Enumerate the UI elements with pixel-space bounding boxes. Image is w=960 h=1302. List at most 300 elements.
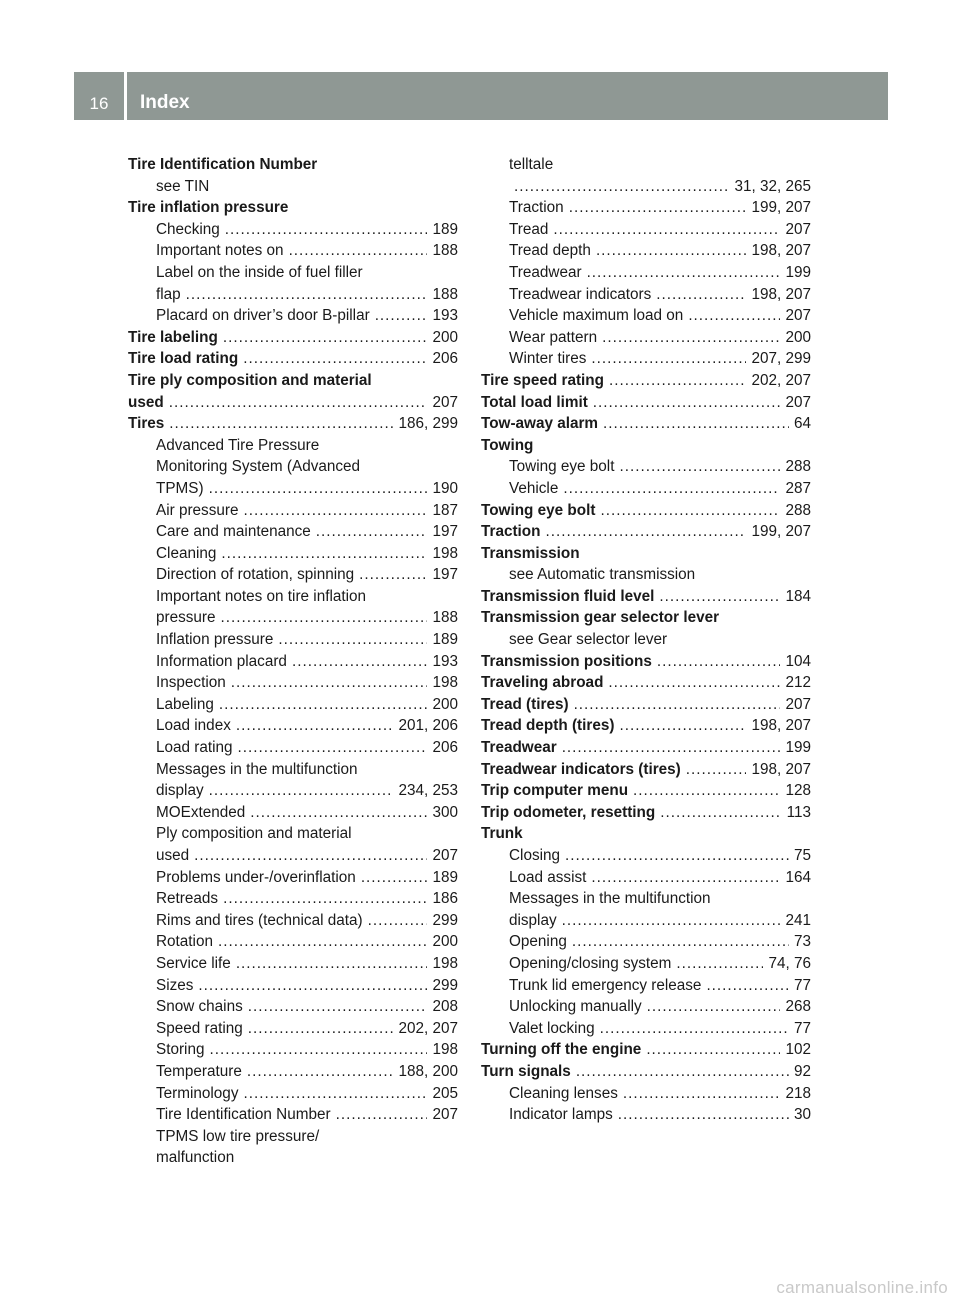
page-reference: 188 <box>432 285 458 303</box>
dot-leader <box>243 1083 427 1105</box>
dot-leader <box>576 1061 789 1083</box>
index-subentry <box>128 456 458 478</box>
page-reference: 200 <box>785 328 811 346</box>
page-reference: 113 <box>786 803 811 821</box>
entry-term: see TIN <box>156 177 210 195</box>
index-entry <box>481 651 811 673</box>
index-subentry <box>128 176 458 198</box>
watermark: carmanualsonline.info <box>776 1278 948 1297</box>
entry-term: Turn signals <box>481 1062 571 1080</box>
page-reference: 206 <box>432 739 458 757</box>
dot-leader <box>609 370 746 392</box>
entry-term: Advanced Tire Pressure <box>156 436 320 454</box>
entry-term: Cleaning lenses <box>509 1084 618 1102</box>
index-column-left <box>128 154 458 1169</box>
entry-term: Towing eye bolt <box>481 501 596 519</box>
entry-term: Opening/closing system <box>509 954 672 972</box>
index-subentry <box>481 931 811 953</box>
index-entry <box>481 737 811 759</box>
dot-leader <box>596 240 747 262</box>
index-subentry <box>128 737 458 759</box>
page-reference: 187 <box>432 501 458 519</box>
page-reference: 207 <box>785 220 811 238</box>
page-reference: 188 <box>432 609 458 627</box>
dot-leader <box>250 802 427 824</box>
page-reference: 299 <box>432 976 458 994</box>
index-subentry <box>128 1104 458 1126</box>
entry-term: Treadwear <box>509 263 582 281</box>
index-subentry <box>128 1018 458 1040</box>
index-entry <box>128 154 458 176</box>
dot-leader <box>368 910 428 932</box>
entry-term: Transmission gear selector lever <box>481 609 720 627</box>
dot-leader <box>565 845 789 867</box>
index-subentry <box>481 305 811 327</box>
entry-term: Tread <box>509 220 549 238</box>
index-subentry <box>128 586 458 608</box>
index-subentry <box>481 219 811 241</box>
index-entry <box>481 823 811 845</box>
dot-leader <box>572 931 789 953</box>
entry-term: Tire inflation pressure <box>128 199 289 217</box>
index-subentry <box>481 154 811 176</box>
page-reference: 198, 207 <box>751 285 811 303</box>
entry-term: Sizes <box>156 976 194 994</box>
entry-term: Inflation pressure <box>156 631 274 649</box>
dot-leader <box>706 975 789 997</box>
index-subentry <box>128 996 458 1018</box>
index-entry <box>481 586 811 608</box>
index-entry <box>481 392 811 414</box>
entry-term: Unlocking manually <box>509 998 642 1016</box>
page-reference: 218 <box>785 1084 811 1102</box>
index-subentry <box>128 629 458 651</box>
page-reference: 188 <box>432 242 458 260</box>
index-subentry <box>128 240 458 262</box>
index-entry <box>128 392 458 414</box>
entry-term: Tread depth <box>509 242 591 260</box>
dot-leader <box>657 651 781 673</box>
dot-leader <box>243 348 427 370</box>
index-subentry <box>128 500 458 522</box>
entry-term: Traction <box>509 199 564 217</box>
entry-term: malfunction <box>156 1149 235 1167</box>
page-reference: 189 <box>432 220 458 238</box>
entry-term: Problems under-/overinflation <box>156 868 356 886</box>
dot-leader <box>169 392 428 414</box>
dot-leader <box>278 629 427 651</box>
index-subentry <box>128 780 458 802</box>
page-reference: 128 <box>785 782 811 800</box>
entry-term: Tread depth (tires) <box>481 717 615 735</box>
dot-leader <box>219 694 428 716</box>
dot-leader <box>600 500 780 522</box>
entry-term: Tires <box>128 415 165 433</box>
dot-leader <box>248 996 428 1018</box>
index-subentry <box>481 867 811 889</box>
index-entry <box>481 413 811 435</box>
entry-term: Tire speed rating <box>481 371 604 389</box>
dot-leader <box>292 651 428 673</box>
page-reference: 299 <box>432 911 458 929</box>
index-entry <box>481 543 811 565</box>
entry-term: Information placard <box>156 652 287 670</box>
index-subentry <box>128 607 458 629</box>
index-entry <box>481 607 811 629</box>
dot-leader <box>221 543 427 565</box>
dot-leader <box>218 931 427 953</box>
dot-leader <box>591 348 746 370</box>
page-reference: 207 <box>785 695 811 713</box>
dot-leader <box>659 586 780 608</box>
entry-term: Load assist <box>509 868 587 886</box>
page-reference: 201, 206 <box>398 717 458 735</box>
page-number: 16 <box>89 94 109 113</box>
entry-term: Important notes on tire inflation <box>156 587 367 605</box>
index-subentry <box>128 435 458 457</box>
index-subentry <box>128 867 458 889</box>
page-reference: 198 <box>432 674 458 692</box>
page-reference: 164 <box>785 868 811 886</box>
index-subentry <box>128 219 458 241</box>
dot-leader <box>600 1018 789 1040</box>
entry-term: Air pressure <box>156 501 239 519</box>
index-subentry <box>481 197 811 219</box>
page-reference: 198, 207 <box>751 760 811 778</box>
entry-term: Labeling <box>156 695 214 713</box>
dot-leader <box>688 305 780 327</box>
entry-term: TPMS) <box>156 479 204 497</box>
entry-term: Tire Identification Number <box>128 156 318 173</box>
entry-term: Treadwear indicators <box>509 285 652 303</box>
page-reference: 30 <box>793 1106 811 1124</box>
entry-term: Terminology <box>156 1084 239 1102</box>
page-reference: 207 <box>432 393 458 411</box>
index-entry <box>481 521 811 543</box>
dot-leader <box>223 888 427 910</box>
page-reference: 186 <box>432 890 458 908</box>
entry-term: Towing eye bolt <box>509 458 615 476</box>
page-reference: 199 <box>785 263 811 281</box>
entry-term: Total load limit <box>481 393 588 411</box>
entry-term: Turning off the engine <box>481 1041 642 1059</box>
dot-leader <box>223 327 428 349</box>
page-reference: 300 <box>432 803 458 821</box>
page-reference: 188, 200 <box>398 1062 458 1080</box>
dot-leader <box>514 176 729 198</box>
entry-term: Tire Identification Number <box>156 1106 331 1124</box>
index-subentry <box>481 478 811 500</box>
page-reference: 268 <box>785 998 811 1016</box>
page-reference: 193 <box>432 307 458 325</box>
entry-term: TPMS low tire pressure/ <box>156 1127 320 1145</box>
entry-term: Tread (tires) <box>481 695 569 713</box>
page-reference: 186, 299 <box>398 415 458 433</box>
index-subentry <box>128 521 458 543</box>
page-reference: 77 <box>793 976 811 994</box>
page-reference: 198, 207 <box>751 242 811 260</box>
entry-term: Valet locking <box>509 1019 595 1037</box>
entry-term: Tire ply composition and material <box>128 371 372 389</box>
page-reference: 287 <box>785 479 811 497</box>
dot-leader <box>248 1018 394 1040</box>
dot-leader <box>231 672 428 694</box>
entry-term: Trunk <box>481 825 523 843</box>
index-entry <box>481 780 811 802</box>
index-entry <box>481 1039 811 1061</box>
dot-leader <box>574 694 781 716</box>
entry-term: used <box>156 847 190 864</box>
index-subentry <box>128 478 458 500</box>
dot-leader <box>247 1061 394 1083</box>
index-entry <box>481 435 811 457</box>
entry-term: Trip computer menu <box>481 782 629 800</box>
page-reference: 207 <box>432 847 458 864</box>
index-subentry <box>128 305 458 327</box>
dot-leader <box>647 996 781 1018</box>
entry-term: Treadwear indicators (tires) <box>481 760 681 778</box>
page-reference: 207, 299 <box>751 350 811 368</box>
page-reference: 189 <box>432 631 458 649</box>
page-reference: 73 <box>793 933 811 951</box>
dot-leader <box>602 327 780 349</box>
index-subentry <box>481 996 811 1018</box>
dot-leader <box>359 564 427 586</box>
entry-term: Load rating <box>156 739 233 757</box>
index-entry <box>128 348 458 370</box>
entry-term: Ply composition and material <box>156 825 352 843</box>
index-entry <box>481 370 811 392</box>
page-reference: 74, 76 <box>768 954 811 972</box>
index-subentry <box>481 845 811 867</box>
dot-leader <box>375 305 428 327</box>
page-reference: 193 <box>432 652 458 670</box>
index-entry <box>481 672 811 694</box>
dot-leader <box>238 737 428 759</box>
index-subentry <box>128 651 458 673</box>
entry-term: flap <box>156 285 181 303</box>
entry-term: Trip odometer, resetting <box>481 803 656 821</box>
index-entry <box>481 715 811 737</box>
page-reference: 197 <box>432 566 458 584</box>
page-reference: 200 <box>432 695 458 713</box>
index-subentry <box>481 953 811 975</box>
index-subentry <box>128 1083 458 1105</box>
page-reference: 92 <box>793 1062 811 1080</box>
dot-leader <box>646 1039 780 1061</box>
entry-term: Temperature <box>156 1062 242 1080</box>
dot-leader <box>194 845 427 867</box>
index-subentry <box>128 262 458 284</box>
entry-term: Inspection <box>156 674 226 692</box>
page-reference: 241 <box>785 911 811 929</box>
entry-term: telltale <box>509 156 554 173</box>
entry-term: Snow chains <box>156 998 243 1016</box>
index-entry <box>481 500 811 522</box>
entry-term: pressure <box>156 609 216 627</box>
page-reference: 207 <box>785 307 811 325</box>
page-reference: 77 <box>793 1019 811 1037</box>
dot-leader <box>603 413 789 435</box>
entry-term: see Automatic transmission <box>509 566 696 584</box>
index-entry <box>481 1061 811 1083</box>
page-reference: 206 <box>432 350 458 368</box>
index-subentry <box>481 629 811 651</box>
dot-leader <box>243 500 427 522</box>
dot-leader <box>336 1104 428 1126</box>
entry-term: Winter tires <box>509 350 587 368</box>
page-reference: 288 <box>785 458 811 476</box>
page-reference: 31, 32, 265 <box>734 177 811 195</box>
page-reference: 202, 207 <box>398 1019 458 1037</box>
dot-leader <box>619 456 780 478</box>
entry-term: Tire load rating <box>128 350 239 368</box>
dot-leader <box>608 672 780 694</box>
entry-term: Trunk lid emergency release <box>509 976 702 994</box>
index-subentry <box>128 1147 458 1169</box>
dot-leader <box>236 953 428 975</box>
dot-leader <box>225 219 428 241</box>
index-entry <box>128 197 458 219</box>
entry-term: Cleaning <box>156 544 217 562</box>
entry-term: Wear pattern <box>509 328 598 346</box>
page-reference: 208 <box>432 998 458 1016</box>
entry-term: Placard on driver’s door B-pillar <box>156 307 370 325</box>
page-reference: 75 <box>793 847 811 864</box>
index-subentry <box>481 910 811 932</box>
dot-leader <box>209 478 428 500</box>
index-subentry <box>128 694 458 716</box>
dot-leader <box>587 262 781 284</box>
index-subentry <box>128 759 458 781</box>
entry-term: Load index <box>156 717 231 735</box>
dot-leader <box>316 521 428 543</box>
dot-leader <box>289 240 428 262</box>
index-subentry <box>481 1083 811 1105</box>
index-subentry <box>128 284 458 306</box>
entry-term: Retreads <box>156 890 219 908</box>
index-subentry <box>481 262 811 284</box>
index-subentry <box>128 1061 458 1083</box>
dot-leader <box>591 867 780 889</box>
entry-term: Closing <box>509 847 561 864</box>
page-reference: 197 <box>432 523 458 541</box>
dot-leader <box>169 413 393 435</box>
entry-term: Indicator lamps <box>509 1106 613 1124</box>
entry-term: used <box>128 393 164 411</box>
entry-term: Transmission fluid level <box>481 587 655 605</box>
page-reference: 198 <box>432 954 458 972</box>
index-subentry <box>481 1018 811 1040</box>
page-reference: 104 <box>785 652 811 670</box>
page-reference: 200 <box>432 933 458 951</box>
index-subentry <box>128 564 458 586</box>
dot-leader <box>186 284 428 306</box>
dot-leader <box>619 715 746 737</box>
index-subentry <box>128 931 458 953</box>
page-reference: 200 <box>432 328 458 346</box>
dot-leader <box>236 715 394 737</box>
page-reference: 202, 207 <box>751 371 811 389</box>
index-subentry <box>481 348 811 370</box>
index-entry <box>128 327 458 349</box>
page-reference: 205 <box>432 1084 458 1102</box>
dot-leader <box>546 521 747 543</box>
entry-term: Tire labeling <box>128 328 218 346</box>
entry-term: Opening <box>509 933 567 951</box>
dot-leader <box>209 1039 427 1061</box>
dot-leader <box>553 219 780 241</box>
entry-term: Rims and tires (technical data) <box>156 911 363 929</box>
index-subentry <box>128 910 458 932</box>
index-subentry <box>481 456 811 478</box>
section-title: Index <box>140 92 190 113</box>
page-header <box>74 72 888 120</box>
page-reference: 212 <box>785 674 811 692</box>
entry-term: Messages in the multifunction <box>156 760 358 778</box>
dot-leader <box>198 975 427 997</box>
page-reference: 199, 207 <box>751 523 811 541</box>
index-subentry <box>481 240 811 262</box>
index-entry <box>128 370 458 392</box>
dot-leader <box>623 1083 781 1105</box>
page-reference: 207 <box>432 1106 458 1124</box>
entry-term: Vehicle maximum load on <box>509 307 684 325</box>
entry-term: Messages in the multifunction <box>509 890 711 908</box>
index-subentry <box>481 564 811 586</box>
index-subentry <box>128 1039 458 1061</box>
entry-term: Important notes on <box>156 242 284 260</box>
dot-leader <box>633 780 780 802</box>
entry-term: Rotation <box>156 933 213 951</box>
dot-leader <box>563 478 780 500</box>
index-subentry <box>481 176 811 198</box>
entry-term: Care and maintenance <box>156 523 311 541</box>
dot-leader <box>361 867 428 889</box>
dot-leader <box>221 607 428 629</box>
index-subentry <box>481 1104 811 1126</box>
header-divider <box>124 72 127 120</box>
entry-term: Traveling abroad <box>481 674 604 692</box>
page-reference: 198 <box>432 544 458 562</box>
index-subentry <box>481 284 811 306</box>
entry-term: Monitoring System (Advanced <box>156 458 361 476</box>
page-reference: 199, 207 <box>751 199 811 217</box>
entry-term: Tow-away alarm <box>481 415 599 433</box>
index-subentry <box>481 327 811 349</box>
page-reference: 64 <box>793 415 811 433</box>
entry-term: Speed rating <box>156 1019 243 1037</box>
index-subentry <box>128 888 458 910</box>
index-subentry <box>128 715 458 737</box>
index-subentry <box>128 1126 458 1148</box>
entry-term: Direction of rotation, spinning <box>156 566 355 584</box>
entry-term: Label on the inside of fuel filler <box>156 263 363 281</box>
entry-term: Treadwear <box>481 739 557 757</box>
entry-term: Vehicle <box>509 479 559 497</box>
index-entry <box>481 759 811 781</box>
index-subentry <box>128 802 458 824</box>
index-entry <box>481 802 811 824</box>
dot-leader <box>686 759 747 781</box>
index-subentry <box>481 975 811 997</box>
dot-leader <box>209 780 394 802</box>
index-subentry <box>128 672 458 694</box>
index-subentry <box>128 823 458 845</box>
entry-term: Transmission positions <box>481 652 652 670</box>
dot-leader <box>676 953 763 975</box>
entry-term: Storing <box>156 1041 205 1059</box>
